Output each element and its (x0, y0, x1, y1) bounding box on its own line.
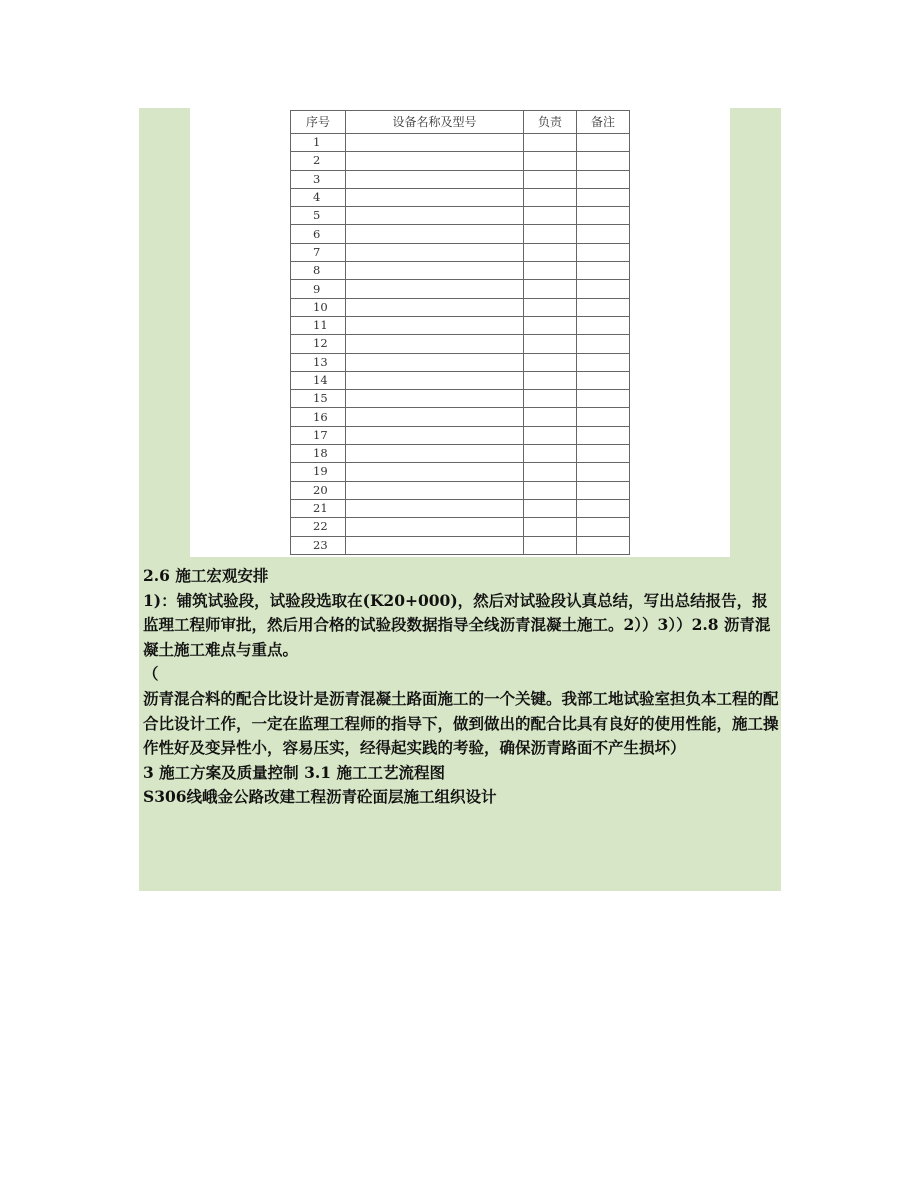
table-body (291, 134, 630, 555)
row-remarks-cell (577, 188, 630, 206)
row-number: 2 (291, 152, 346, 170)
row-responsible-cell (524, 188, 577, 206)
row-equipment-cell (346, 518, 524, 536)
row-equipment-cell (346, 426, 524, 444)
row-number: 1 (291, 134, 346, 152)
section-heading-3: 3 施工方案及质量控制 3.1 施工工艺流程图 (143, 762, 445, 782)
row-number: 22 (291, 518, 346, 536)
row-equipment-cell (346, 225, 524, 243)
row-responsible-cell (524, 152, 577, 170)
row-number: 19 (291, 463, 346, 481)
section-heading-2-6: 2.6 施工宏观安排 (143, 566, 269, 585)
row-equipment-cell (346, 371, 524, 389)
table-row (291, 390, 630, 408)
row-equipment-cell (346, 353, 524, 371)
row-equipment-cell (346, 536, 524, 554)
header-responsible: 负责 (524, 111, 577, 134)
row-responsible-cell (524, 481, 577, 499)
row-number: 5 (291, 207, 346, 225)
row-responsible-cell (524, 408, 577, 426)
table-row (291, 243, 630, 261)
table-row (291, 170, 630, 188)
header-remarks: 备注 (577, 111, 630, 134)
row-number: 12 (291, 335, 346, 353)
row-responsible-cell (524, 134, 577, 152)
row-number: 4 (291, 188, 346, 206)
row-responsible-cell (524, 445, 577, 463)
row-number: 20 (291, 481, 346, 499)
row-remarks-cell (577, 298, 630, 316)
row-responsible-cell (524, 390, 577, 408)
row-remarks-cell (577, 353, 630, 371)
table-row (291, 335, 630, 353)
row-responsible-cell (524, 170, 577, 188)
table-row (291, 353, 630, 371)
row-number: 9 (291, 280, 346, 298)
row-remarks-cell (577, 481, 630, 499)
paragraph-test-section: 1)：铺筑试验段，试验段选取在(K20+000)，然后对试验段认真总结，写出总结报告，报监理工程师审批，然后用合格的试验段数据指导全线沥青混凝土施工。2））3））2.8 沥青混凝土施工难点与重点。 (143, 590, 771, 659)
row-equipment-cell (346, 134, 524, 152)
row-number: 21 (291, 499, 346, 517)
table-row (291, 152, 630, 170)
paragraph-open-paren: （ (143, 664, 159, 684)
row-responsible-cell (524, 536, 577, 554)
header-equipment-name: 设备名称及型号 (346, 111, 524, 134)
row-number: 16 (291, 408, 346, 426)
row-equipment-cell (346, 170, 524, 188)
table-header-row (291, 111, 630, 134)
table-row (291, 463, 630, 481)
row-equipment-cell (346, 463, 524, 481)
table-row (291, 316, 630, 334)
row-remarks-cell (577, 445, 630, 463)
row-number: 15 (291, 390, 346, 408)
row-equipment-cell (346, 335, 524, 353)
row-equipment-cell (346, 298, 524, 316)
table-row (291, 426, 630, 444)
row-responsible-cell (524, 335, 577, 353)
row-equipment-cell (346, 188, 524, 206)
row-equipment-cell (346, 445, 524, 463)
row-number: 10 (291, 298, 346, 316)
paragraph-mix-design: 沥青混合料的配合比设计是沥青混凝土路面施工的一个关键。我部工地试验室担负本工程的配合比设计工作，一定在监理工程师的指导下，做到做出的配合比具有良好的使用性能，施工操作性好及变异性小，容易压实，经得起实践的考验，确保沥青路面不产生损坏） (143, 688, 779, 758)
row-responsible-cell (524, 499, 577, 517)
equipment-table (290, 110, 630, 555)
row-number: 6 (291, 225, 346, 243)
row-remarks-cell (577, 408, 630, 426)
row-responsible-cell (524, 298, 577, 316)
row-equipment-cell (346, 481, 524, 499)
row-equipment-cell (346, 262, 524, 280)
table-row (291, 499, 630, 517)
row-equipment-cell (346, 408, 524, 426)
row-remarks-cell (577, 426, 630, 444)
row-responsible-cell (524, 280, 577, 298)
table-row (291, 298, 630, 316)
row-responsible-cell (524, 316, 577, 334)
row-number: 23 (291, 536, 346, 554)
row-remarks-cell (577, 390, 630, 408)
document-panel (139, 108, 781, 891)
row-number: 18 (291, 445, 346, 463)
table-row (291, 408, 630, 426)
row-equipment-cell (346, 207, 524, 225)
row-remarks-cell (577, 371, 630, 389)
row-responsible-cell (524, 353, 577, 371)
row-responsible-cell (524, 207, 577, 225)
row-remarks-cell (577, 316, 630, 334)
row-number: 17 (291, 426, 346, 444)
table-row (291, 445, 630, 463)
row-remarks-cell (577, 207, 630, 225)
row-number: 13 (291, 353, 346, 371)
row-remarks-cell (577, 463, 630, 481)
row-remarks-cell (577, 518, 630, 536)
row-remarks-cell (577, 262, 630, 280)
row-remarks-cell (577, 280, 630, 298)
row-number: 11 (291, 316, 346, 334)
body-text (143, 564, 779, 810)
row-remarks-cell (577, 499, 630, 517)
table-row (291, 481, 630, 499)
row-equipment-cell (346, 499, 524, 517)
table-row (291, 188, 630, 206)
row-remarks-cell (577, 225, 630, 243)
header-serial-number: 序号 (291, 111, 346, 134)
row-remarks-cell (577, 536, 630, 554)
table-row (291, 371, 630, 389)
row-responsible-cell (524, 426, 577, 444)
table-row (291, 280, 630, 298)
table-row (291, 207, 630, 225)
row-number: 3 (291, 170, 346, 188)
row-remarks-cell (577, 243, 630, 261)
row-responsible-cell (524, 262, 577, 280)
row-equipment-cell (346, 316, 524, 334)
equipment-table-image (190, 108, 730, 557)
row-responsible-cell (524, 243, 577, 261)
table-row (291, 225, 630, 243)
row-responsible-cell (524, 463, 577, 481)
table-row (291, 536, 630, 554)
row-equipment-cell (346, 243, 524, 261)
row-equipment-cell (346, 390, 524, 408)
table-row (291, 518, 630, 536)
row-responsible-cell (524, 225, 577, 243)
row-equipment-cell (346, 152, 524, 170)
row-remarks-cell (577, 152, 630, 170)
row-number: 8 (291, 262, 346, 280)
table-row (291, 134, 630, 152)
row-remarks-cell (577, 134, 630, 152)
document-title-line: S306线峨金公路改建工程沥青砼面层施工组织设计 (143, 787, 497, 807)
row-remarks-cell (577, 170, 630, 188)
row-responsible-cell (524, 371, 577, 389)
row-number: 14 (291, 371, 346, 389)
table-row (291, 262, 630, 280)
row-number: 7 (291, 243, 346, 261)
row-responsible-cell (524, 518, 577, 536)
row-remarks-cell (577, 335, 630, 353)
row-equipment-cell (346, 280, 524, 298)
